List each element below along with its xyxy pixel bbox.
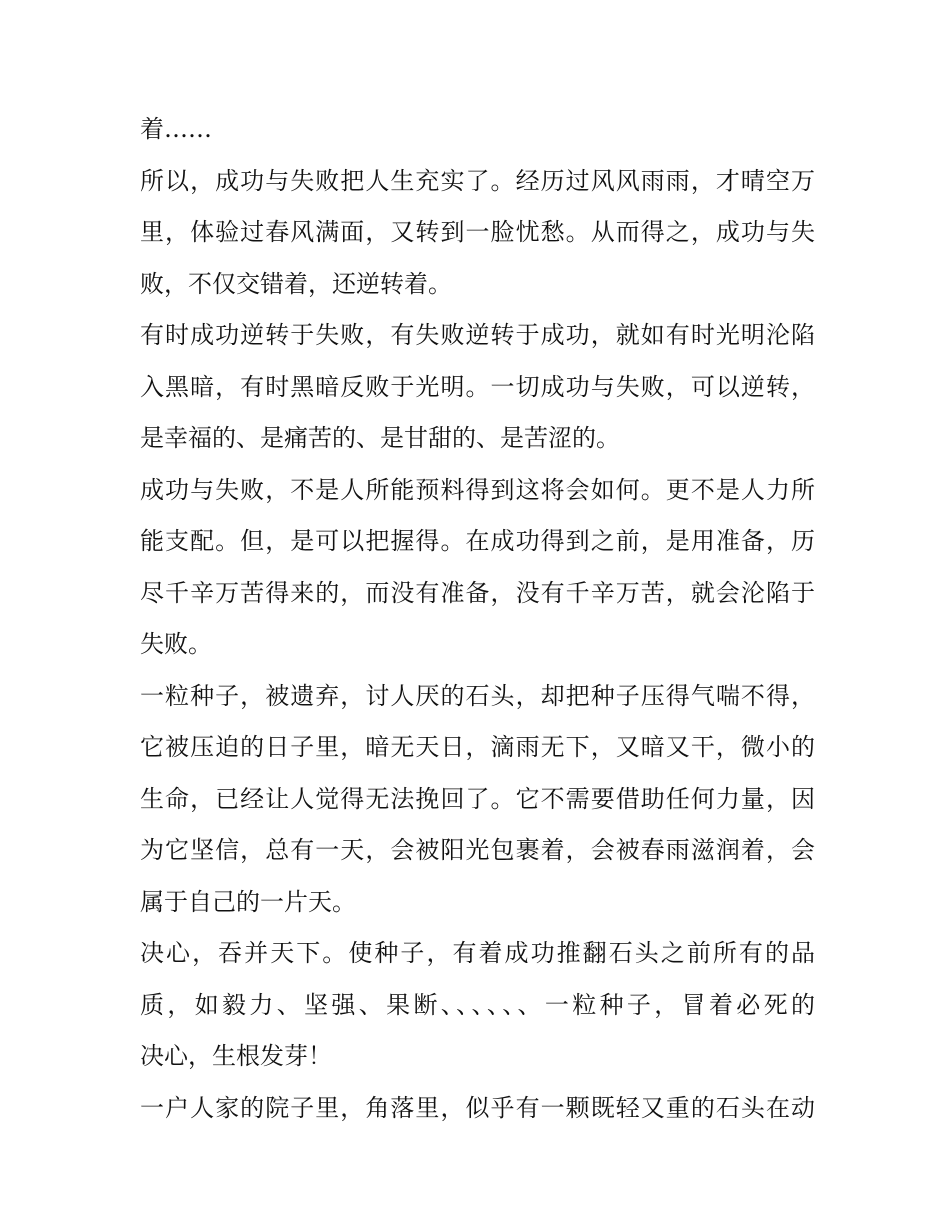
text-line: 尽千辛万苦得来的，而没有准备，没有千辛万苦，就会沦陷于 — [140, 578, 815, 607]
text-line: 它被压迫的日子里，暗无天日，滴雨无下，又暗又干，微小的 — [140, 733, 815, 761]
text-line: 生命，已经让人觉得无法挽回了。它不需要借助任何力量，因 — [140, 784, 815, 813]
text-line: 是幸福的、是痛苦的、是甘甜的、是苦涩的。 — [140, 424, 620, 452]
text-line: 有时成功逆转于失败，有失败逆转于成功，就如有时光明沦陷 — [140, 321, 815, 349]
document-body — [140, 104, 815, 1134]
text-line: 成功与失败，不是人所能预料得到这将会如何。更不是人力所 — [140, 475, 815, 504]
text-line: 所以，成功与失败把人生充实了。经历过风风雨雨，才晴空万 — [140, 166, 815, 195]
text-line: 失败。 — [140, 630, 212, 658]
text-line: 决心，吞并天下。使种子，有着成功推翻石头之前所有的品 — [140, 939, 815, 967]
text-line: 里，体验过春风满面，又转到一脸忧愁。从而得之，成功与失 — [140, 218, 815, 246]
text-line: 着…… — [140, 115, 212, 143]
text-line: 为它坚信，总有一天，会被阳光包裹着，会被春雨滋润着，会 — [140, 836, 815, 864]
text-line: 能支配。但，是可以把握得。在成功得到之前，是用准备，历 — [140, 527, 815, 555]
text-line: 一粒种子，被遗弃，讨人厌的石头，却把种子压得气喘不得， — [140, 681, 815, 710]
text-line: 决心，生根发芽！ — [140, 1042, 332, 1070]
text-line: 属于自己的一片天。 — [140, 887, 356, 916]
text-line: 败，不仅交错着，还逆转着。 — [140, 269, 452, 298]
text-line: 质，如毅力、坚强、果断、、、、、、一粒种子，冒着必死的 — [140, 990, 815, 1019]
text-line: 入黑暗，有时黑暗反败于光明。一切成功与失败，可以逆转， — [140, 372, 815, 401]
text-line: 一户人家的院子里，角落里，似乎有一颗既轻又重的石头在动 — [140, 1093, 815, 1122]
